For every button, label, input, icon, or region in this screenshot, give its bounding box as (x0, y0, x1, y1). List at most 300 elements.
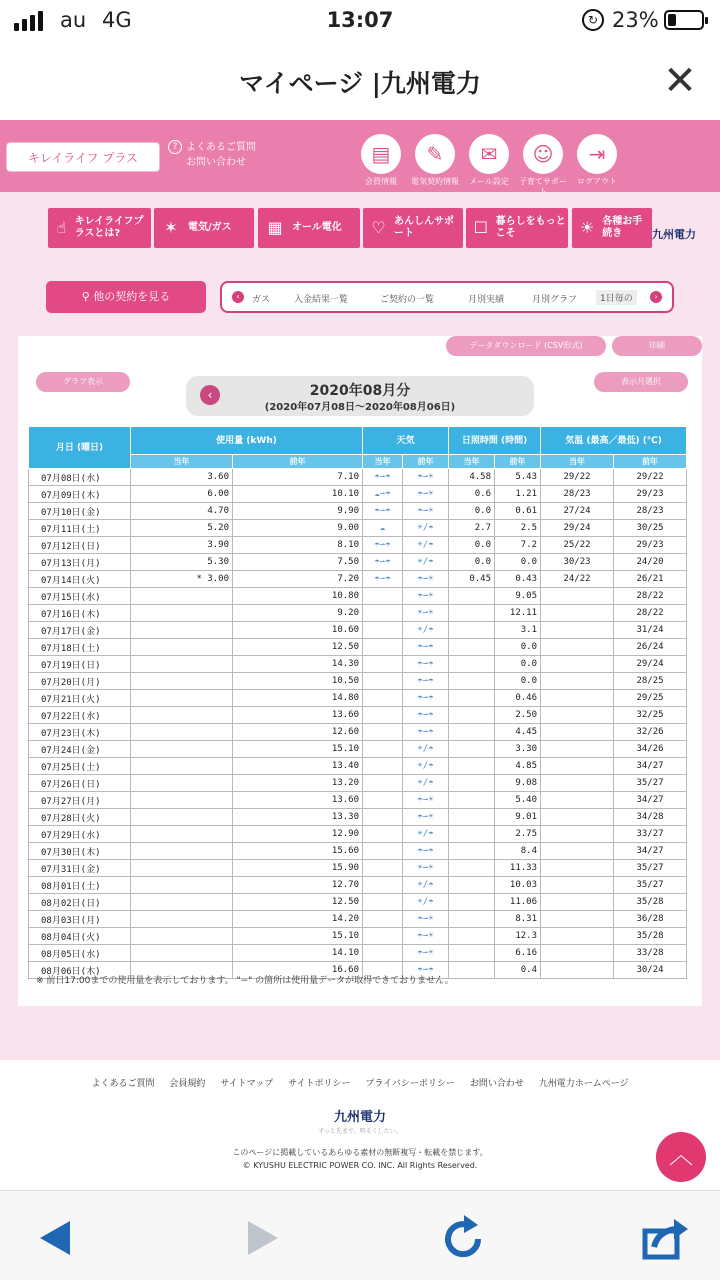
temp-prev-cell: 26/21 (614, 571, 687, 588)
usage-prev-cell: 13.30 (233, 809, 363, 826)
temp-now-cell: 24/22 (541, 571, 614, 588)
menu-life-button[interactable]: ☐ 暮らしをもっとこそ (466, 208, 568, 248)
sunshine-prev-cell: 0.0 (495, 656, 541, 673)
temp-prev-cell: 28/22 (614, 605, 687, 622)
footer-link-site-policy[interactable]: サイトポリシー (288, 1079, 351, 1089)
table-row (29, 656, 687, 673)
weather-prev-cell: ☀/☂ (403, 775, 449, 792)
usage-now-cell (131, 860, 233, 877)
share-icon[interactable] (640, 1213, 690, 1263)
temp-prev-cell: 28/22 (614, 588, 687, 605)
spark-icon: ✶ (164, 218, 178, 237)
sunshine-prev-cell: 0.46 (495, 690, 541, 707)
usage-prev-cell: 12.60 (233, 724, 363, 741)
forward-icon[interactable] (236, 1213, 286, 1263)
copyright: © KYUSHU ELECTRIC POWER CO. INC. All Rights Reserved. (242, 1161, 478, 1170)
col-usage-now: 当年 (131, 455, 233, 469)
weather-prev-cell: ☂⇀☂ (403, 724, 449, 741)
sunshine-now-cell: 0.0 (449, 503, 495, 520)
temp-now-cell (541, 911, 614, 928)
table-row (29, 622, 687, 639)
weather-now-cell (363, 809, 403, 826)
sunshine-now-cell (449, 622, 495, 639)
usage-now-cell: * 3.00 (131, 571, 233, 588)
temp-prev-cell: 24/20 (614, 554, 687, 571)
temp-prev-cell: 35/28 (614, 928, 687, 945)
close-icon[interactable]: ✕ (663, 58, 697, 104)
sunshine-now-cell (449, 894, 495, 911)
col-weather: 天気 (363, 427, 449, 455)
sunshine-prev-cell: 0.43 (495, 571, 541, 588)
usage-now-cell (131, 877, 233, 894)
temp-now-cell: 27/24 (541, 503, 614, 520)
month-title: 2020年08月分 (309, 383, 411, 399)
usage-now-cell (131, 809, 233, 826)
sunshine-prev-cell: 11.06 (495, 894, 541, 911)
weather-now-cell: ☂⇀☂ (363, 554, 403, 571)
weather-prev-cell: ☂⇀☀ (403, 503, 449, 520)
weather-now-cell: ☂⇀☂ (363, 571, 403, 588)
usage-now-cell: 4.70 (131, 503, 233, 520)
tab-gas[interactable]: ガス (252, 295, 271, 305)
child-support-button[interactable]: ☺ 子育てサポート (518, 134, 568, 197)
col-date: 月日 (曜日) (29, 427, 131, 469)
table-row (29, 503, 687, 520)
weather-now-cell (363, 656, 403, 673)
footer-link-contact[interactable]: お問い合わせ (469, 1079, 524, 1089)
sunshine-now-cell (449, 673, 495, 690)
row-date-cell: 07月08日(水) (29, 469, 131, 486)
temp-now-cell (541, 724, 614, 741)
table-row (29, 928, 687, 945)
temp-prev-cell: 34/27 (614, 843, 687, 860)
usage-prev-cell: 14.10 (233, 945, 363, 962)
menu-procedures-button[interactable]: ☀ 各種お手続き (572, 208, 652, 248)
page-top-button[interactable] (656, 1132, 706, 1182)
sunshine-now-cell: 0.0 (449, 537, 495, 554)
row-date-cell: 08月02日(日) (29, 894, 131, 911)
weather-prev-cell: ☀/☂ (403, 554, 449, 571)
col-weather-prev: 前年 (403, 455, 449, 469)
sunshine-prev-cell: 8.4 (495, 843, 541, 860)
weather-prev-cell: ☀/☂ (403, 826, 449, 843)
row-date-cell: 07月10日(金) (29, 503, 131, 520)
usage-now-cell (131, 911, 233, 928)
usage-prev-cell: 9.20 (233, 605, 363, 622)
table-row (29, 724, 687, 741)
temp-prev-cell: 28/25 (614, 673, 687, 690)
temp-prev-cell: 35/28 (614, 894, 687, 911)
usage-now-cell (131, 690, 233, 707)
help-icon: ? (168, 140, 182, 154)
row-date-cell: 07月25日(土) (29, 758, 131, 775)
col-temp: 気温 (最高／最低) (℃) (541, 427, 687, 455)
usage-now-cell (131, 758, 233, 775)
usage-prev-cell: 7.20 (233, 571, 363, 588)
weather-prev-cell: ☂⇀☀ (403, 469, 449, 486)
sunshine-now-cell (449, 724, 495, 741)
sunshine-prev-cell: 7.2 (495, 537, 541, 554)
shirt-icon: ☐ (473, 218, 488, 237)
member-icon: ▤ (361, 134, 401, 174)
contract-info-button[interactable]: ✎ 電気契約情報 (410, 134, 460, 187)
col-temp-prev: 前年 (614, 455, 687, 469)
temp-now-cell (541, 690, 614, 707)
usage-now-cell (131, 775, 233, 792)
usage-now-cell (131, 639, 233, 656)
usage-prev-cell: 14.80 (233, 690, 363, 707)
sunshine-prev-cell: 1.21 (495, 486, 541, 503)
row-date-cell: 07月30日(木) (29, 843, 131, 860)
weather-prev-cell: ☂⇀☀ (403, 911, 449, 928)
table-row (29, 945, 687, 962)
weather-prev-cell: ☀/☂ (403, 520, 449, 537)
temp-now-cell (541, 605, 614, 622)
weather-now-cell (363, 741, 403, 758)
temp-prev-cell: 32/25 (614, 707, 687, 724)
weather-now-cell: ☁⇀☂ (363, 486, 403, 503)
search-icon: ⚲ (81, 290, 94, 303)
usage-prev-cell: 9.90 (233, 503, 363, 520)
weather-prev-cell: ☂⇀☂ (403, 673, 449, 690)
table-row (29, 826, 687, 843)
usage-prev-cell: 10.10 (233, 486, 363, 503)
temp-now-cell (541, 707, 614, 724)
row-date-cell: 08月05日(水) (29, 945, 131, 962)
tab-prev-icon[interactable]: ‹ (232, 291, 244, 303)
temp-prev-cell: 35/27 (614, 877, 687, 894)
table-row (29, 486, 687, 503)
month-range: (2020年07月08日～2020年08月06日) (264, 402, 456, 413)
logout-button[interactable]: ⇥ ログアウト (572, 134, 622, 187)
sunshine-now-cell: 0.6 (449, 486, 495, 503)
usage-now-cell (131, 741, 233, 758)
temp-prev-cell: 30/25 (614, 520, 687, 537)
sunshine-now-cell (449, 588, 495, 605)
weather-now-cell (363, 894, 403, 911)
row-date-cell: 07月21日(火) (29, 690, 131, 707)
row-date-cell: 07月13日(月) (29, 554, 131, 571)
footer-logo[interactable]: 九州電力 (333, 1110, 386, 1125)
usage-now-cell (131, 894, 233, 911)
sunshine-now-cell (449, 877, 495, 894)
table-row (29, 605, 687, 622)
row-date-cell: 07月12日(日) (29, 537, 131, 554)
row-date-cell: 07月16日(木) (29, 605, 131, 622)
tab-contract-list[interactable]: ご契約の一覧 (380, 295, 435, 305)
usage-prev-cell: 12.90 (233, 826, 363, 843)
weather-now-cell (363, 775, 403, 792)
chevron-up-icon: ︿ (669, 1141, 693, 1169)
weather-prev-cell: ☂⇀☂ (403, 690, 449, 707)
mail-settings-button[interactable]: ✉ メール設定 (464, 134, 514, 187)
usage-prev-cell: 10.80 (233, 588, 363, 605)
temp-now-cell: 29/24 (541, 520, 614, 537)
appliance-icon: ▦ (267, 218, 283, 237)
menu-all-electric-button[interactable]: ▦ オール電化 (258, 208, 360, 248)
reload-icon[interactable] (438, 1213, 488, 1263)
temp-now-cell (541, 962, 614, 979)
row-date-cell: 08月03日(月) (29, 911, 131, 928)
weather-prev-cell: ☀⇀☀ (403, 605, 449, 622)
sunshine-prev-cell: 2.75 (495, 826, 541, 843)
weather-now-cell: ☂⇀☂ (363, 503, 403, 520)
weather-prev-cell: ☂⇀☀ (403, 928, 449, 945)
sunshine-prev-cell: 12.11 (495, 605, 541, 622)
weather-now-cell (363, 605, 403, 622)
menu-about-button[interactable]: ☝ キレイライフプラスとは? (48, 208, 151, 248)
table-row (29, 809, 687, 826)
temp-now-cell (541, 588, 614, 605)
row-date-cell: 07月23日(木) (29, 724, 131, 741)
temp-now-cell (541, 673, 614, 690)
usage-prev-cell: 13.40 (233, 758, 363, 775)
carrier-label: au (60, 8, 87, 32)
table-row (29, 894, 687, 911)
temp-prev-cell: 34/26 (614, 741, 687, 758)
usage-prev-cell: 14.30 (233, 656, 363, 673)
usage-now-cell (131, 826, 233, 843)
usage-now-cell (131, 792, 233, 809)
usage-now-cell: 5.20 (131, 520, 233, 537)
weather-now-cell (363, 860, 403, 877)
footer-link-faq[interactable]: よくあるご質問 (91, 1079, 155, 1089)
sunshine-now-cell (449, 962, 495, 979)
table-row (29, 741, 687, 758)
sunshine-prev-cell: 12.3 (495, 928, 541, 945)
temp-prev-cell: 34/27 (614, 758, 687, 775)
sunshine-now-cell (449, 605, 495, 622)
weather-now-cell: ☁ (363, 520, 403, 537)
col-usage-prev: 前年 (233, 455, 363, 469)
sunshine-now-cell (449, 775, 495, 792)
footer-link-sitemap[interactable]: サイトマップ (220, 1079, 274, 1089)
other-contract-button[interactable]: ⚲ 他の契約を見る (46, 281, 206, 313)
row-date-cell: 08月06日(木) (29, 962, 131, 979)
sunshine-now-cell (449, 741, 495, 758)
weather-now-cell (363, 792, 403, 809)
weather-now-cell (363, 690, 403, 707)
temp-now-cell: 25/22 (541, 537, 614, 554)
sunshine-prev-cell: 10.03 (495, 877, 541, 894)
mail-icon: ✉ (469, 134, 509, 174)
usage-now-cell (131, 588, 233, 605)
temp-prev-cell: 34/27 (614, 792, 687, 809)
row-date-cell: 08月04日(火) (29, 928, 131, 945)
row-date-cell: 07月18日(土) (29, 639, 131, 656)
sunshine-prev-cell: 0.4 (495, 962, 541, 979)
usage-prev-cell: 15.10 (233, 928, 363, 945)
weather-now-cell (363, 724, 403, 741)
contract-icon: ✎ (415, 134, 455, 174)
usage-now-cell (131, 673, 233, 690)
weather-prev-cell: ☂⇀☂ (403, 639, 449, 656)
footer-link-homepage[interactable]: 九州電力ホームページ (538, 1079, 629, 1089)
sunshine-prev-cell: 8.31 (495, 911, 541, 928)
row-date-cell: 07月17日(金) (29, 622, 131, 639)
temp-prev-cell: 35/27 (614, 775, 687, 792)
sunshine-prev-cell: 2.50 (495, 707, 541, 724)
weather-prev-cell: ☂⇀☀ (403, 486, 449, 503)
col-weather-now: 当年 (363, 455, 403, 469)
temp-now-cell (541, 945, 614, 962)
usage-table (28, 426, 687, 979)
heart-icon: ♡ (371, 218, 386, 237)
tab-payment-results[interactable]: 入金結果一覧 (294, 295, 349, 305)
network-label: 4G (102, 8, 132, 32)
usage-prev-cell: 13.20 (233, 775, 363, 792)
weather-now-cell (363, 928, 403, 945)
sunshine-now-cell: 2.7 (449, 520, 495, 537)
table-row (29, 877, 687, 894)
battery-percent: 23% (612, 8, 659, 32)
temp-prev-cell: 29/24 (614, 656, 687, 673)
contact-link[interactable]: お問い合わせ (186, 157, 246, 168)
temp-prev-cell: 33/28 (614, 945, 687, 962)
weather-now-cell (363, 826, 403, 843)
col-sunshine-prev: 前年 (495, 455, 541, 469)
col-temp-now: 当年 (541, 455, 614, 469)
temp-prev-cell: 29/25 (614, 690, 687, 707)
temp-prev-cell: 29/22 (614, 469, 687, 486)
rotation-lock-icon: ↻ (582, 9, 604, 31)
usage-prev-cell: 8.10 (233, 537, 363, 554)
usage-now-cell: 5.30 (131, 554, 233, 571)
temp-now-cell (541, 826, 614, 843)
row-date-cell: 07月22日(水) (29, 707, 131, 724)
usage-prev-cell: 13.60 (233, 707, 363, 724)
sunshine-prev-cell: 5.43 (495, 469, 541, 486)
page-title: マイページ |九州電力 (239, 69, 481, 98)
temp-now-cell (541, 775, 614, 792)
usage-now-cell (131, 707, 233, 724)
site-logo[interactable]: キレイライフ プラス (6, 142, 160, 172)
sunshine-prev-cell: 5.40 (495, 792, 541, 809)
weather-prev-cell: ☂⇀☀ (403, 588, 449, 605)
usage-now-cell (131, 656, 233, 673)
print-button[interactable]: 印刷 (612, 336, 702, 356)
weather-prev-cell: ☀/☂ (403, 537, 449, 554)
temp-prev-cell: 28/23 (614, 503, 687, 520)
weather-prev-cell: ☀/☂ (403, 894, 449, 911)
temp-prev-cell: 26/24 (614, 639, 687, 656)
usage-prev-cell: 13.60 (233, 792, 363, 809)
usage-prev-cell: 10.50 (233, 673, 363, 690)
temp-prev-cell: 36/28 (614, 911, 687, 928)
csv-download-button[interactable]: データダウンロード (CSV形式) (446, 336, 606, 356)
row-date-cell: 07月24日(金) (29, 741, 131, 758)
graph-view-button[interactable]: グラフ表示 (36, 372, 130, 392)
temp-now-cell (541, 809, 614, 826)
back-icon[interactable] (32, 1213, 82, 1263)
tab-monthly-graph[interactable]: 月別グラフ (532, 295, 578, 305)
sunshine-now-cell (449, 639, 495, 656)
weather-prev-cell: ☂⇀☂ (403, 843, 449, 860)
temp-now-cell (541, 792, 614, 809)
temp-prev-cell: 31/24 (614, 622, 687, 639)
temp-now-cell (541, 843, 614, 860)
table-row (29, 537, 687, 554)
sunshine-now-cell (449, 792, 495, 809)
weather-now-cell (363, 622, 403, 639)
table-row (29, 520, 687, 537)
footer-link-terms[interactable]: 会員規約 (169, 1079, 206, 1089)
temp-now-cell (541, 741, 614, 758)
tab-daily[interactable]: 1日毎の (596, 290, 637, 305)
usage-prev-cell: 15.60 (233, 843, 363, 860)
menu-support-button[interactable]: ♡ あんしんサポート (363, 208, 463, 248)
temp-prev-cell: 34/28 (614, 809, 687, 826)
sunshine-prev-cell: 4.45 (495, 724, 541, 741)
col-sunshine: 日照時間 (時間) (449, 427, 541, 455)
sunshine-now-cell (449, 911, 495, 928)
sunshine-now-cell (449, 656, 495, 673)
month-select-button[interactable]: 表示月選択 (594, 372, 688, 392)
prev-month-icon[interactable]: ‹ (200, 385, 220, 405)
sunshine-prev-cell: 0.0 (495, 639, 541, 656)
sunshine-prev-cell: 11.33 (495, 860, 541, 877)
weather-now-cell (363, 588, 403, 605)
weather-prev-cell: ☂⇀☀ (403, 792, 449, 809)
sunshine-now-cell: 0.45 (449, 571, 495, 588)
usage-prev-cell: 16.60 (233, 962, 363, 979)
footer-link-privacy[interactable]: プライバシーポリシー (365, 1079, 455, 1089)
row-date-cell: 07月28日(火) (29, 809, 131, 826)
kyuden-logo[interactable]: 九州電力 (652, 228, 696, 241)
temp-now-cell: 29/22 (541, 469, 614, 486)
table-row (29, 707, 687, 724)
row-date-cell: 07月31日(金) (29, 860, 131, 877)
table-row (29, 860, 687, 877)
usage-prev-cell: 12.70 (233, 877, 363, 894)
temp-now-cell (541, 639, 614, 656)
temp-prev-cell: 29/23 (614, 486, 687, 503)
weather-prev-cell: ☂⇀☂ (403, 707, 449, 724)
weather-prev-cell: ☀/☂ (403, 622, 449, 639)
col-usage: 使用量 (kWh) (131, 427, 363, 455)
temp-prev-cell: 32/26 (614, 724, 687, 741)
temp-now-cell: 30/23 (541, 554, 614, 571)
weather-prev-cell: ☂⇀☀ (403, 571, 449, 588)
weather-prev-cell: ☀/☂ (403, 758, 449, 775)
tab-monthly-results[interactable]: 月別実績 (468, 295, 505, 305)
sunshine-now-cell (449, 860, 495, 877)
sunshine-prev-cell: 9.05 (495, 588, 541, 605)
temp-now-cell (541, 928, 614, 945)
temp-prev-cell: 35/27 (614, 860, 687, 877)
usage-prev-cell: 7.50 (233, 554, 363, 571)
faq-link[interactable]: よくあるご質問 (186, 142, 256, 153)
usage-prev-cell: 12.50 (233, 639, 363, 656)
sunshine-prev-cell: 3.30 (495, 741, 541, 758)
sunshine-now-cell (449, 809, 495, 826)
row-date-cell: 07月14日(火) (29, 571, 131, 588)
menu-electric-gas-button[interactable]: ✶ 電気/ガス (154, 208, 254, 248)
usage-prev-cell: 14.20 (233, 911, 363, 928)
tab-next-icon[interactable]: › (650, 291, 662, 303)
member-info-button[interactable]: ▤ 会員情報 (356, 134, 406, 187)
row-date-cell: 07月20日(月) (29, 673, 131, 690)
weather-prev-cell: ☂⇀☀ (403, 809, 449, 826)
weather-now-cell (363, 673, 403, 690)
table-row (29, 673, 687, 690)
sunshine-prev-cell: 9.08 (495, 775, 541, 792)
sunshine-prev-cell: 0.61 (495, 503, 541, 520)
table-row (29, 775, 687, 792)
weather-now-cell: ☂⇀☂ (363, 469, 403, 486)
weather-prev-cell: ☀⇀☀ (403, 860, 449, 877)
weather-prev-cell: ☀/☂ (403, 877, 449, 894)
